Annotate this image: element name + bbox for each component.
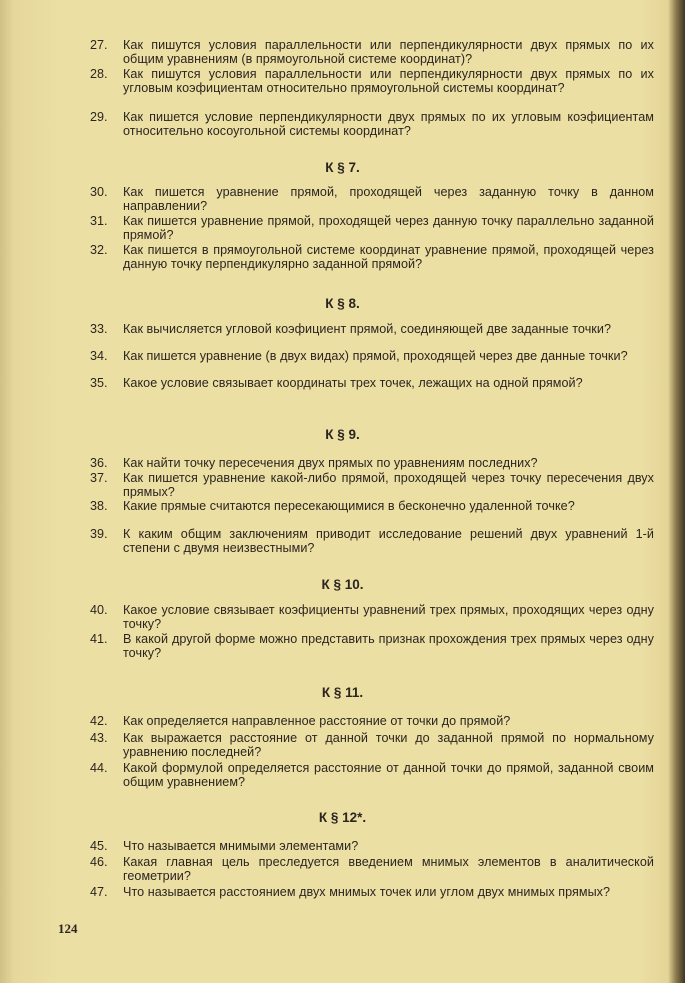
question-number: 43. [90,731,108,745]
question-38 [90,499,654,513]
question-text: Что называется расстоянием двух мнимых точек или углом двух мнимых прямых? [123,885,611,899]
question-text: Как пишется уравнение прямой, проходящей через данную точку параллельно заданной прямой? [123,214,654,242]
question-35 [90,376,654,390]
section-heading-7: К § 7. [325,160,360,175]
question-text: Какое условие связывает координаты трех точек, лежащих на одной прямой? [123,376,583,390]
question-40 [90,603,654,631]
question-37 [90,471,654,499]
question-text: Как вычисляется угловой коэфициент прямой, соединяющей две заданные точки? [123,322,612,336]
question-41 [90,632,654,660]
question-text: К каким общим заключениям приводит исследование решений двух уравнений 1-й степени с двумя неизвестными? [123,527,654,555]
question-number: 34. [90,349,108,363]
question-number: 29. [90,110,108,124]
question-45 [90,839,654,853]
question-32 [90,243,654,271]
question-number: 40. [90,603,108,617]
question-text: Как пишется в прямоугольной системе координат уравнение прямой, проходящей через данную точку перпендикулярно заданной прямой? [123,243,654,271]
question-27 [90,38,654,66]
section-heading-11: К § 11. [321,685,364,700]
question-text: Какое условие связывает коэфициенты уравнений трех прямых, проходящих через одну точку? [123,603,654,631]
question-number: 45. [90,839,108,853]
question-number: 37. [90,471,108,485]
question-number: 38. [90,499,108,513]
question-number: 47. [90,885,108,899]
question-text: Как выражается расстояние от данной точки до заданной прямой по нормальному уравнению последней? [123,731,654,759]
question-number: 33. [90,322,108,336]
question-text: Как пишется условие перпендикулярности двух прямых по их угловым коэфициентам относительно косоугольной системы координат? [123,110,654,138]
question-text: Как пишется уравнение прямой, проходящей через заданную точку в данном направлении? [123,185,654,213]
question-number: 30. [90,185,108,199]
question-number: 31. [90,214,108,228]
question-number: 42. [90,714,108,728]
question-number: 41. [90,632,108,646]
question-number: 44. [90,761,108,775]
question-44 [90,761,654,789]
question-number: 36. [90,456,108,470]
question-28 [90,67,654,95]
question-42 [90,714,654,728]
question-number: 46. [90,855,108,869]
question-text: Как пишутся условия параллельности или перпендикулярности двух прямых по их общим уравнениям (в прямоугольной системе координат)? [123,38,654,66]
question-text: Что называется мнимыми элементами? [123,839,359,853]
question-47 [90,885,654,899]
question-text: Как найти точку пересечения двух прямых по уравнениям последних? [123,456,538,470]
question-number: 39. [90,527,108,541]
section-heading-10: К § 10. [321,577,364,592]
page-number: 124 [58,921,78,936]
question-43 [90,731,654,759]
question-text: Как пишется уравнение (в двух видах) прямой, проходящей через две данные точки? [123,349,628,363]
question-text: Какой формулой определяется расстояние от данной точки до прямой, заданной своим общим уравнением? [123,761,654,789]
question-text: Какая главная цель преследуется введением мнимых элементов в аналитической геометрии? [123,855,654,883]
question-text: Какие прямые считаются пересекающимися в бесконечно удаленной точке? [123,499,575,513]
question-text: Как определяется направленное расстояние от точки до прямой? [123,714,511,728]
question-text: Как пишется уравнение какой-либо прямой, проходящей через точку пересечения двух прямых? [123,471,654,499]
question-number: 35. [90,376,108,390]
question-number: 28. [90,67,108,81]
question-number: 27. [90,38,108,52]
section-heading-9: К § 9. [325,427,360,442]
question-31 [90,214,654,242]
question-34 [90,349,654,363]
question-number: 32. [90,243,108,257]
question-39 [90,527,654,555]
question-text: В какой другой форме можно представить признак прохождения трех прямых через одну точку? [123,632,654,660]
question-text: Как пишутся условия параллельности или перпендикулярности двух прямых по их угловым коэфициентам относительно прямоугольной системы координат? [123,67,654,95]
question-30 [90,185,654,213]
question-46 [90,855,654,883]
section-heading-12: К § 12*. [318,810,367,825]
question-29 [90,110,654,138]
question-36 [90,456,654,470]
section-heading-8: К § 8. [325,296,360,311]
question-33 [90,322,654,336]
